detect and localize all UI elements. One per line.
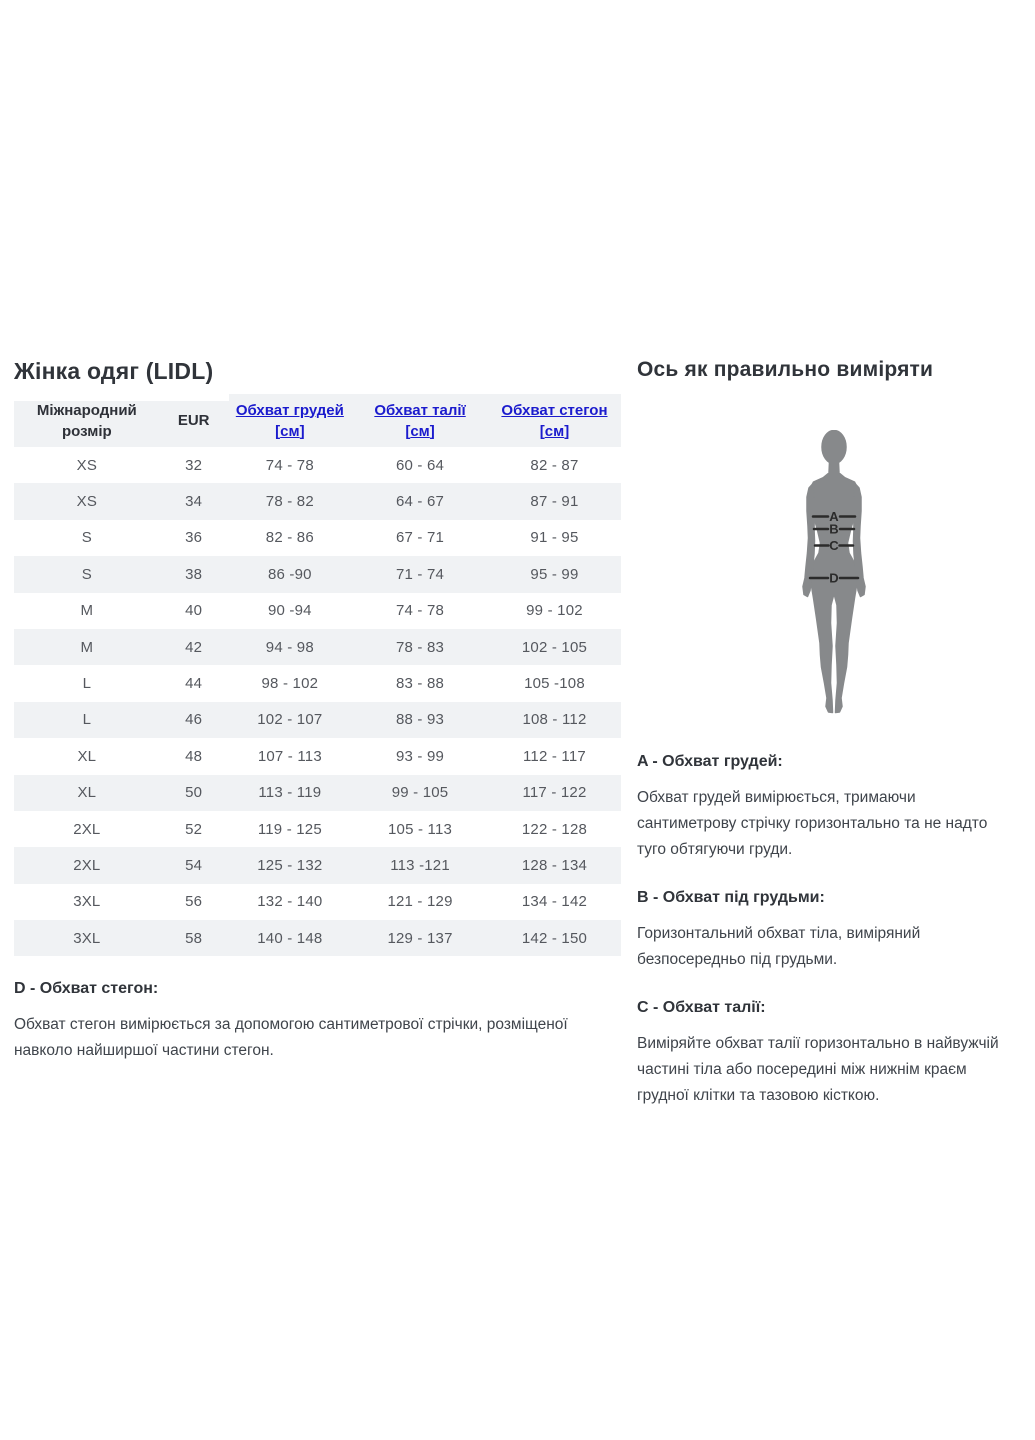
col-header-international-size (14, 400, 160, 442)
unit-cm: [см] (539, 422, 570, 440)
unit-cm-link[interactable]: см (280, 422, 300, 440)
measure-guide-title: Ось як правильно виміряти (637, 358, 934, 381)
cell: 129 - 137 (387, 929, 453, 947)
measure-section-heading: A - Обхват грудей: (637, 753, 783, 770)
cell: 82 - 86 (265, 529, 314, 547)
measure-section-b (637, 887, 1017, 973)
cell: 82 - 87 (530, 456, 579, 474)
col-header-waist (352, 400, 488, 442)
cell: 90 -94 (267, 602, 312, 620)
table-row (14, 847, 621, 883)
figure-label-d: D (829, 570, 839, 586)
cell: 2XL (73, 856, 101, 874)
body-measurement-figure (770, 430, 884, 725)
cell: 42 (185, 638, 203, 656)
cell: 38 (185, 565, 203, 583)
cell: 50 (185, 784, 203, 802)
measure-section-body: Горизонтальний обхват тіла, виміряний безпосередньо під грудьми. (637, 925, 921, 968)
measure-section-c (637, 997, 1017, 1109)
cell: 40 (185, 602, 203, 620)
table-row (14, 920, 621, 956)
cell: 54 (185, 856, 203, 874)
col-header-eur (160, 410, 228, 431)
hips-note-body: Обхват стегон вимірюється за допомогою сантиметрової стрічки, розміщеної навколо найширшої частини стегон. (14, 1016, 568, 1060)
table-row (14, 483, 621, 519)
cell: 121 - 129 (387, 893, 453, 911)
table-body (14, 447, 621, 956)
cell: XL (77, 784, 97, 802)
cell: M (80, 602, 94, 620)
table-row (14, 775, 621, 811)
cell: 91 - 95 (530, 529, 579, 547)
chest-circumference-link[interactable]: Обхват грудей (235, 401, 344, 419)
cell: XL (77, 747, 97, 765)
measure-section-body: Обхват грудей вимірюється, тримаючи сантиметрову стрічку горизонтально та не надто туго обтягуючи груди. (637, 789, 988, 858)
measure-section-heading: C - Обхват талії: (637, 999, 766, 1016)
table-row (14, 629, 621, 665)
cell: 102 - 107 (257, 711, 323, 729)
cell: 128 - 134 (521, 856, 588, 874)
cell: 99 - 105 (391, 784, 449, 802)
measure-section-a (637, 751, 1017, 863)
cell: 83 - 88 (395, 675, 445, 693)
cell: 99 - 102 (526, 602, 583, 620)
cell: M (80, 638, 94, 656)
cell: 105 - 113 (388, 820, 453, 838)
figure-torso-legs (811, 462, 858, 713)
cell: 105 -108 (524, 675, 585, 693)
cell: 113 - 119 (258, 784, 322, 802)
size-table (14, 394, 621, 956)
hips-note-heading: D - Обхват стегон: (14, 980, 159, 998)
cell: 132 - 140 (257, 893, 323, 911)
cell: 112 - 117 (522, 747, 586, 765)
cell: 34 (185, 493, 203, 511)
cell: 98 - 102 (261, 675, 319, 693)
cell: 74 - 78 (265, 456, 314, 474)
cell: 122 - 128 (521, 820, 588, 838)
cell: XS (76, 493, 98, 511)
unit-cm-link[interactable]: см (410, 422, 430, 440)
female-silhouette-icon (784, 430, 884, 720)
figure-label-c: C (829, 538, 839, 553)
figure-label-b: B (829, 521, 839, 537)
col-header-chest (228, 400, 352, 442)
cell: 64 - 67 (395, 493, 445, 511)
cell: 67 - 71 (395, 529, 445, 547)
cell: 46 (185, 711, 203, 729)
cell: S (81, 529, 92, 547)
cell: 36 (185, 529, 203, 547)
table-row (14, 447, 621, 483)
cell: L (82, 711, 92, 729)
cell: 78 - 83 (395, 638, 445, 656)
cell: 60 - 64 (395, 456, 445, 474)
cell: 125 - 132 (257, 856, 323, 874)
cell: 94 - 98 (265, 638, 314, 656)
size-table-section (14, 356, 621, 1064)
cell: 3XL (73, 893, 101, 911)
hips-note (14, 978, 621, 1064)
cell: 108 - 112 (522, 711, 587, 729)
hips-circumference-link[interactable]: Обхват стегон (501, 401, 608, 419)
cell: 95 - 99 (530, 565, 579, 583)
measure-section-body: Виміряйте обхват талії горизонтально в найвужчій частині тіла або посередині між нижнім краєм грудної клітки та тазовою кісткою. (637, 1035, 999, 1104)
col-header-label: Міжнародний розмір (36, 401, 137, 440)
cell: S (81, 565, 92, 583)
cell: 93 - 99 (395, 747, 445, 765)
page-title: Жінка одяг (LIDL) (14, 358, 214, 384)
cell: 142 - 150 (521, 929, 588, 947)
cell: 78 - 82 (265, 493, 314, 511)
table-header-row (14, 394, 621, 447)
table-row (14, 738, 621, 774)
unit-cm: [см] (275, 422, 305, 440)
cell: 107 - 113 (257, 747, 322, 765)
cell: 102 - 105 (521, 638, 588, 656)
cell: 113 -121 (390, 856, 450, 874)
cell: 88 - 93 (395, 711, 445, 729)
waist-circumference-link[interactable]: Обхват талії (374, 401, 466, 419)
cell: 86 -90 (267, 565, 312, 583)
cell: 119 - 125 (257, 820, 322, 838)
measure-guide-section (637, 356, 1017, 1127)
cell: 134 - 142 (521, 893, 588, 911)
cell: 140 - 148 (257, 929, 323, 947)
cell: 58 (185, 929, 203, 947)
cell: 52 (185, 820, 203, 838)
table-row (14, 702, 621, 738)
table-row (14, 556, 621, 592)
cell: 117 - 122 (522, 784, 587, 802)
col-header-label: EUR (177, 412, 210, 429)
cell: 2XL (73, 820, 101, 838)
table-row (14, 665, 621, 701)
cell: 44 (185, 675, 203, 693)
cell: XS (76, 456, 98, 474)
cell: L (82, 675, 92, 693)
figure-head (822, 431, 846, 464)
col-header-hips (488, 400, 621, 442)
cell: 48 (185, 747, 203, 765)
table-row (14, 593, 621, 629)
table-row (14, 884, 621, 920)
cell: 3XL (73, 929, 101, 947)
cell: 32 (185, 456, 203, 474)
measure-section-heading: B - Обхват під грудьми: (637, 889, 825, 906)
cell: 87 - 91 (530, 493, 579, 511)
table-row (14, 811, 621, 847)
cell: 74 - 78 (395, 602, 445, 620)
figure-label-a: A (829, 509, 839, 524)
cell: 56 (185, 893, 203, 911)
unit-cm-link[interactable]: см (544, 422, 565, 440)
cell: 71 - 74 (395, 565, 445, 583)
table-row (14, 520, 621, 556)
unit-cm: [см] (405, 422, 435, 440)
